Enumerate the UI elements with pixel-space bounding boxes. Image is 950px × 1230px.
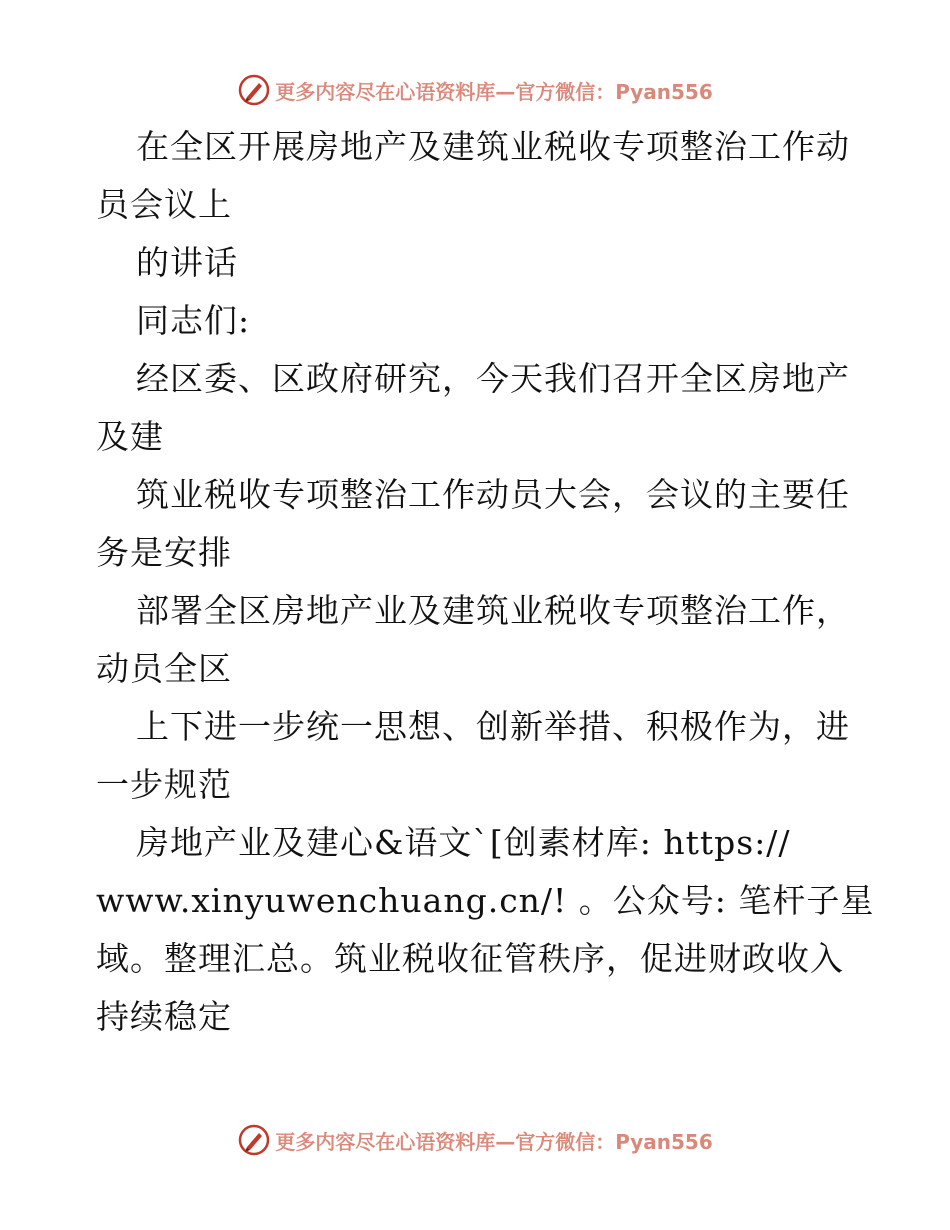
footer-banner-text: 更多内容尽在心语资料库—官方微信：Pyan556 (275, 1129, 713, 1154)
paragraph-line: 持续稳定 (96, 997, 232, 1036)
paragraph-line: 筑业税收专项整治工作动员大会，会议的主要任 (136, 475, 850, 514)
salutation: 同志们: (136, 301, 251, 340)
title-line-2: 员会议上 (96, 185, 232, 224)
header-banner (0, 72, 950, 108)
paragraph-line: 一步规范 (96, 765, 232, 804)
title-line-1: 在全区开展房地产及建筑业税收专项整治工作动 (136, 127, 850, 166)
paragraph-line: www.xinyuwenchuang.cn/! 。公众号: 笔杆子星 (96, 881, 875, 920)
paragraph-line: 部署全区房地产业及建筑业税收专项整治工作， (136, 591, 850, 630)
document-body (96, 118, 875, 1046)
paragraph-line: 动员全区 (96, 649, 232, 688)
title-line-3: 的讲话 (136, 243, 238, 282)
paragraph-line: 上下进一步统一思想、创新举措、积极作为，进 (136, 707, 850, 746)
header-banner-text: 更多内容尽在心语资料库—官方微信：Pyan556 (275, 79, 713, 104)
paragraph-line: 经区委、区政府研究，今天我们召开全区房地产 (136, 359, 850, 398)
paragraph-line: 房地产业及建心&语文`[创素材库: https:// (136, 823, 791, 862)
paragraph-line: 及建 (96, 417, 164, 456)
footer-banner (0, 1122, 950, 1158)
paragraph-line: 域。整理汇总。筑业税收征管秩序，促进财政收入 (96, 939, 844, 978)
pen-logo-icon (237, 73, 271, 107)
paragraph-line: 务是安排 (96, 533, 232, 572)
pen-logo-icon (237, 1123, 271, 1157)
